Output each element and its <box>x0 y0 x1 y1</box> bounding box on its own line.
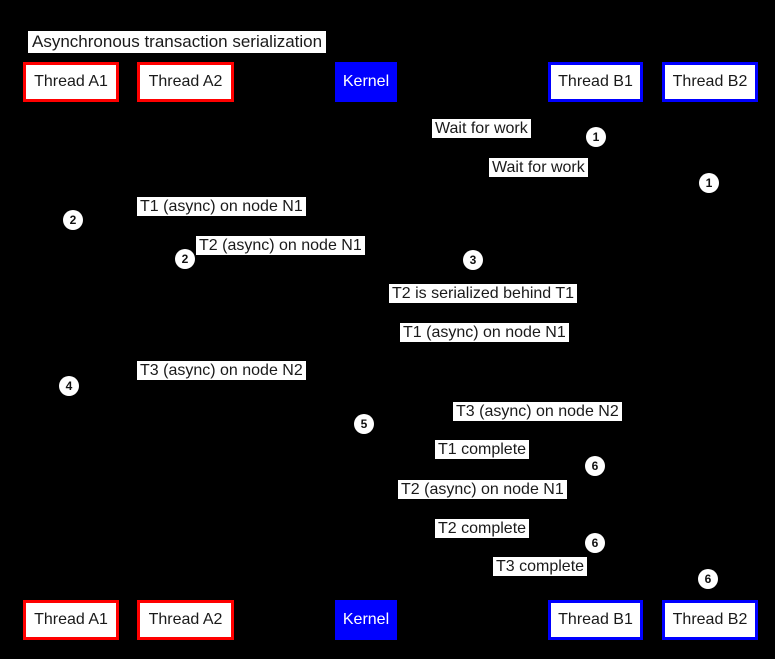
step-number-badge: 6 <box>585 533 605 553</box>
actor-thread-b2-top: Thread B2 <box>662 62 758 102</box>
actor-thread-a2-top: Thread A2 <box>137 62 234 102</box>
message-wait-for-work-b2: Wait for work <box>489 158 588 177</box>
actor-kernel-top: Kernel <box>335 62 397 102</box>
message-t2-async-node-n1: T2 (async) on node N1 <box>196 236 365 255</box>
diagram-title: Asynchronous transaction serialization <box>28 31 326 53</box>
message-t1-complete: T1 complete <box>435 440 529 459</box>
message-t3-async-node-n2-kernel: T3 (async) on node N2 <box>453 402 622 421</box>
step-number-badge: 2 <box>175 249 195 269</box>
step-number-badge: 6 <box>698 569 718 589</box>
actor-thread-b2-bottom: Thread B2 <box>662 600 758 640</box>
message-t2-async-node-n1-kernel: T2 (async) on node N1 <box>398 480 567 499</box>
actor-thread-a2-bottom: Thread A2 <box>137 600 234 640</box>
message-t2-complete: T2 complete <box>435 519 529 538</box>
actor-thread-b1-top: Thread B1 <box>548 62 643 102</box>
message-wait-for-work-b1: Wait for work <box>432 119 531 138</box>
step-number-badge: 2 <box>63 210 83 230</box>
actor-thread-a1-bottom: Thread A1 <box>23 600 119 640</box>
step-number-badge: 6 <box>585 456 605 476</box>
step-number-badge: 1 <box>699 173 719 193</box>
step-number-badge: 5 <box>354 414 374 434</box>
message-t1-async-node-n1: T1 (async) on node N1 <box>137 197 306 216</box>
message-t1-async-node-n1-kernel: T1 (async) on node N1 <box>400 323 569 342</box>
actor-thread-a1-top: Thread A1 <box>23 62 119 102</box>
message-t3-complete: T3 complete <box>493 557 587 576</box>
step-number-badge: 3 <box>463 250 483 270</box>
message-t3-async-node-n2: T3 (async) on node N2 <box>137 361 306 380</box>
message-t2-serialized: T2 is serialized behind T1 <box>389 284 577 303</box>
step-number-badge: 1 <box>586 127 606 147</box>
actor-thread-b1-bottom: Thread B1 <box>548 600 643 640</box>
step-number-badge: 4 <box>59 376 79 396</box>
actor-kernel-bottom: Kernel <box>335 600 397 640</box>
